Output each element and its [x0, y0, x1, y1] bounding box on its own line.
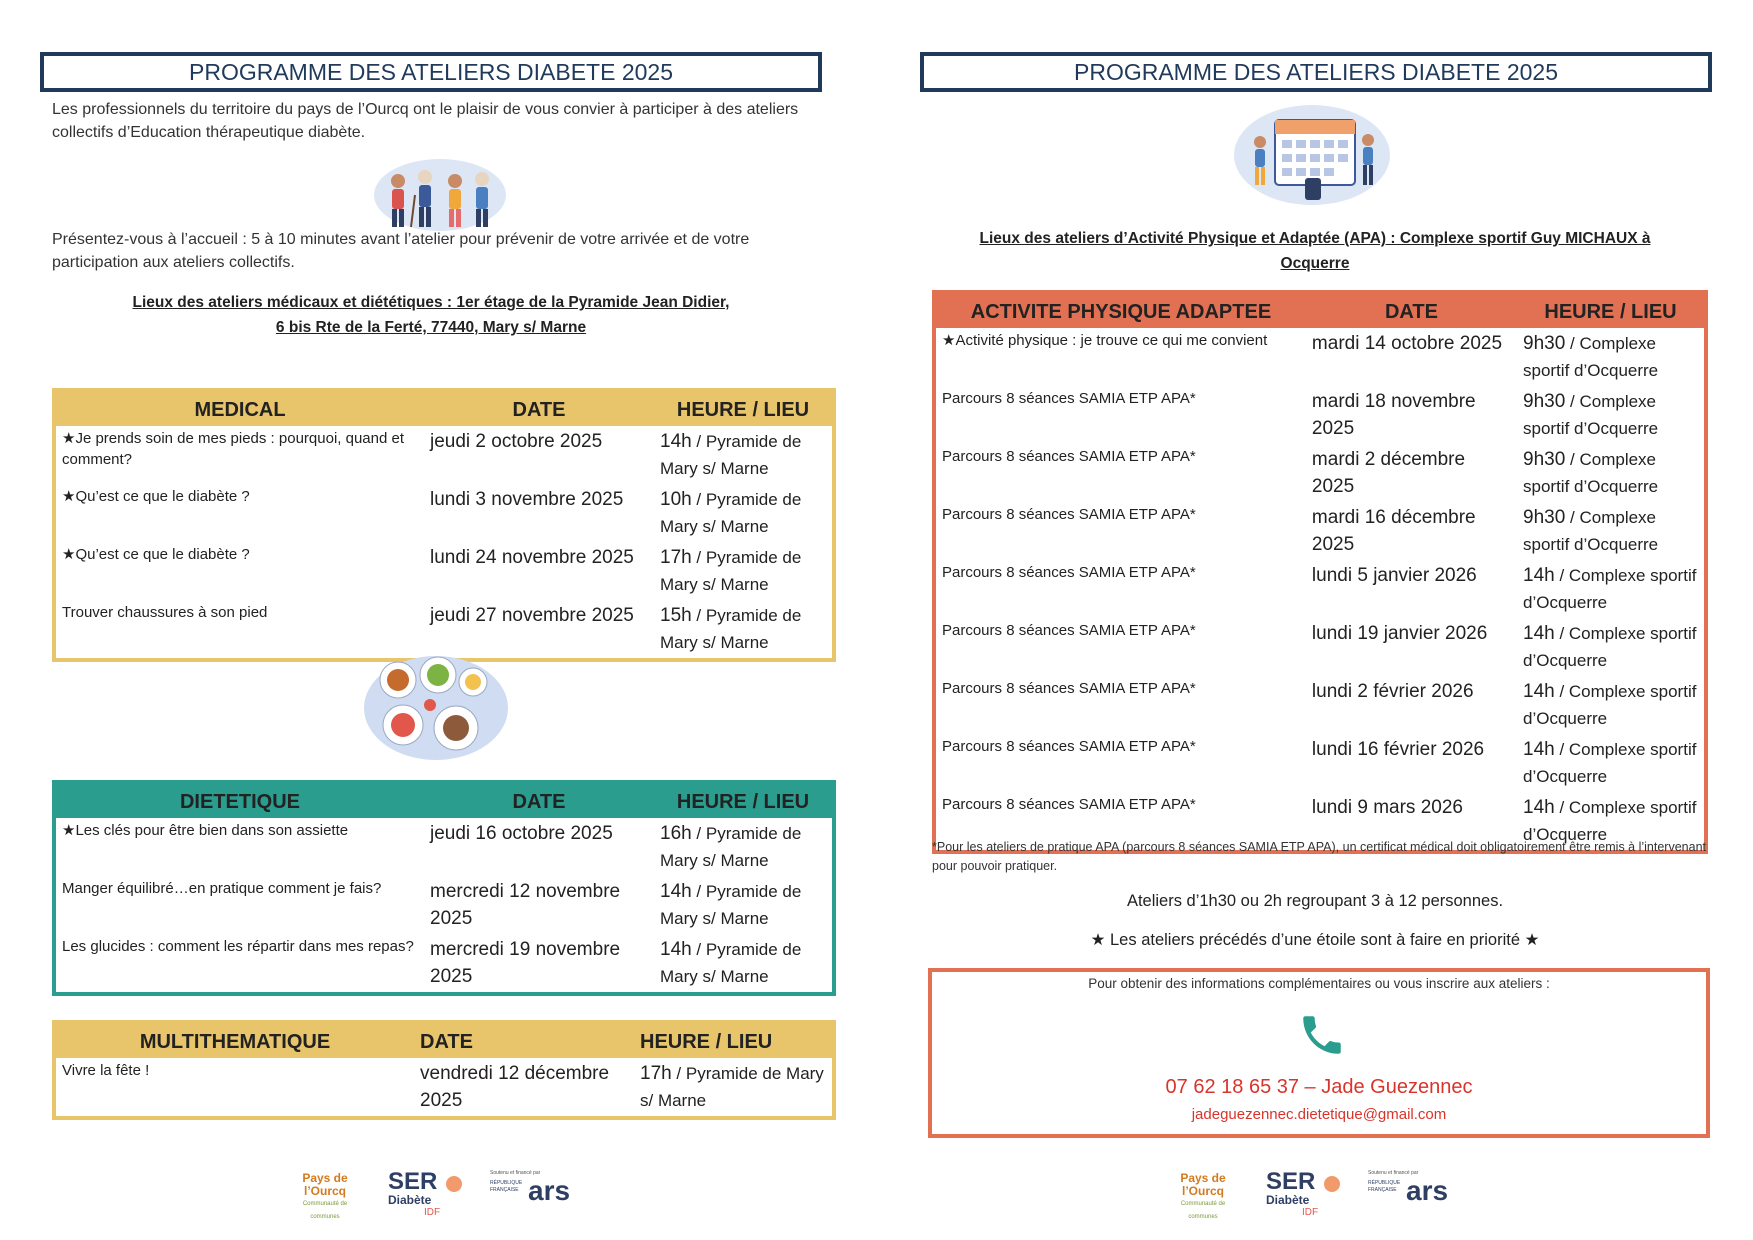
place-value: Pyramide de Mary s/ Marne — [660, 940, 802, 986]
pays-ourcq-logo — [1168, 1172, 1238, 1222]
time-value: 16h — [660, 823, 692, 844]
col-header-topic: ACTIVITE PHYSIQUE ADAPTEE — [934, 292, 1306, 328]
date-cell: mardi 14 octobre 2025 — [1311, 333, 1503, 354]
time-cell: 17h / Pyramide de Mary s/ Marne — [640, 1063, 824, 1110]
col-header-topic: MEDICAL — [54, 390, 424, 426]
time-cell: 9h30 / Complexe sportif d’Ocquerre — [1523, 333, 1659, 380]
partner-logos — [290, 1170, 650, 1225]
place-value: Pyramide de Mary s/ Marne — [660, 548, 802, 594]
partner-logos — [1168, 1170, 1528, 1225]
time-cell: 14h / Pyramide de Mary s/ Marne — [660, 939, 802, 986]
topic-cell: Parcours 8 séances SAMIA ETP APA* — [942, 390, 1196, 407]
date-cell: mercredi 12 novembre 2025 — [430, 881, 621, 929]
time-cell: 15h / Pyramide de Mary s/ Marne — [660, 605, 802, 652]
date-cell: lundi 5 janvier 2026 — [1311, 565, 1477, 586]
table-row — [934, 386, 1706, 444]
table-row — [934, 444, 1706, 502]
time-value: 14h — [1523, 739, 1555, 760]
col-header-topic: MULTITHEMATIQUE — [54, 1022, 414, 1058]
dietetique-table — [52, 780, 836, 996]
col-header-time: HEURE / LIEU — [1517, 292, 1706, 328]
topic-cell: ★Je prends soin de mes pieds : pourquoi, quand et comment? — [62, 430, 404, 468]
topic-cell: Parcours 8 séances SAMIA ETP APA* — [942, 738, 1196, 755]
pays-logo-sub: Communauté de communes — [302, 1201, 348, 1220]
time-value: 14h — [660, 939, 692, 960]
contact-box — [928, 968, 1710, 1138]
ser-logo-text: SER — [388, 1168, 438, 1195]
date-cell: mardi 16 décembre 2025 — [1311, 507, 1476, 555]
topic-cell: Parcours 8 séances SAMIA ETP APA* — [942, 506, 1196, 523]
col-header-time: HEURE / LIEU — [634, 1022, 834, 1058]
topic-cell: Parcours 8 séances SAMIA ETP APA* — [942, 796, 1196, 813]
col-header-date: DATE — [414, 1022, 634, 1058]
topic-cell: Manger équilibré…en pratique comment je fais? — [62, 880, 382, 897]
topic-cell: Parcours 8 séances SAMIA ETP APA* — [942, 448, 1196, 465]
date-cell: lundi 3 novembre 2025 — [430, 489, 624, 510]
group-info: Ateliers d’1h30 ou 2h regroupant 3 à 12 personnes. — [1126, 892, 1504, 910]
place-value: Complexe sportif d’Ocquerre — [1523, 624, 1697, 670]
ser-diabete-logo — [1266, 1170, 1346, 1220]
topic-cell: Trouver chaussures à son pied — [62, 604, 268, 621]
contact-email[interactable]: jadeguezennec.dietetique@gmail.com — [1191, 1106, 1447, 1123]
intro-text: Les professionnels du territoire du pays de l’Ourcq ont le plaisir de vous convier à participer à des ateliers collectifs d’Education thérapeutique diabète. — [52, 101, 799, 141]
date-cell: vendredi 12 décembre 2025 — [420, 1063, 610, 1111]
phone-icon — [1297, 1010, 1347, 1060]
table-row — [54, 426, 834, 484]
table-row — [934, 328, 1706, 386]
place-value: Complexe sportif d’Ocquerre — [1523, 450, 1659, 496]
date-cell: lundi 2 février 2026 — [1311, 681, 1474, 702]
date-cell: mardi 2 décembre 2025 — [1311, 449, 1466, 497]
table-row — [54, 818, 834, 876]
place-value: Pyramide de Mary s/ Marne — [660, 882, 802, 928]
time-cell: 14h / Complexe sportif d’Ocquerre — [1523, 623, 1697, 670]
priority-note: ★ Les ateliers précédés d’une étoile sont à faire en priorité ★ — [1090, 931, 1540, 949]
time-value: 14h — [660, 881, 692, 902]
left-page — [40, 0, 830, 1240]
ars-logo — [1368, 1170, 1458, 1220]
time-value: 9h30 — [1523, 449, 1566, 470]
date-cell: mercredi 19 novembre 2025 — [430, 939, 621, 987]
date-cell: jeudi 16 octobre 2025 — [430, 823, 613, 844]
time-cell: 14h / Complexe sportif d’Ocquerre — [1523, 797, 1697, 844]
right-page — [920, 0, 1715, 1240]
topic-cell: Vivre la fête ! — [62, 1062, 150, 1079]
ser-logo-idf: IDF — [1302, 1207, 1319, 1218]
ser-logo-sub: Diabète — [388, 1193, 432, 1207]
place-value: Complexe sportif d’Ocquerre — [1523, 682, 1697, 728]
pays-ourcq-logo — [290, 1172, 360, 1222]
time-value: 17h — [640, 1063, 672, 1084]
ars-text: ars — [528, 1175, 571, 1206]
arrival-text: Présentez-vous à l’accueil : 5 à 10 minutes avant l’atelier pour prévenir de votre arrivée et de votre participation aux ateliers collectifs. — [52, 231, 750, 271]
table-row — [54, 484, 834, 542]
time-value: 10h — [660, 489, 692, 510]
topic-cell: ★Qu’est ce que le diabète ? — [62, 488, 250, 505]
ser-logo-sub: Diabète — [1266, 1193, 1310, 1207]
time-value: 17h — [660, 547, 692, 568]
sport-calendar-illustration — [1230, 100, 1395, 210]
republique-text: RÉPUBLIQUE FRANÇAISE — [1368, 1180, 1401, 1193]
topic-cell: Les glucides : comment les répartir dans mes repas? — [62, 938, 414, 955]
place-value: Pyramide de Mary s/ Marne — [660, 606, 802, 652]
table-row — [934, 560, 1706, 618]
table-row — [934, 502, 1706, 560]
table-row — [54, 934, 834, 994]
table-row — [54, 1058, 834, 1118]
place-value: Complexe sportif d’Ocquerre — [1523, 392, 1659, 438]
date-cell: lundi 9 mars 2026 — [1311, 797, 1463, 818]
place-value: Complexe sportif d’Ocquerre — [1523, 334, 1659, 380]
time-value: 14h — [1523, 797, 1555, 818]
time-cell: 17h / Pyramide de Mary s/ Marne — [660, 547, 802, 594]
location-line-1: Lieux des ateliers médicaux et diététiques : 1er étage de la Pyramide Jean Didier, — [132, 294, 730, 311]
pays-logo-text: Pays de l’Ourcq — [1180, 1171, 1226, 1198]
table-row — [934, 734, 1706, 792]
medical-table — [52, 388, 836, 662]
time-cell: 14h / Pyramide de Mary s/ Marne — [660, 881, 802, 928]
ars-logo — [490, 1170, 580, 1220]
date-cell: mardi 18 novembre 2025 — [1311, 391, 1476, 439]
date-cell: lundi 19 janvier 2026 — [1311, 623, 1488, 644]
location-line-1: Lieux des ateliers d’Activité Physique et Adaptée (APA) : Complexe sportif Guy MICHAUX à — [979, 230, 1651, 247]
time-value: 9h30 — [1523, 507, 1566, 528]
date-cell: lundi 16 février 2026 — [1311, 739, 1485, 760]
topic-cell: ★Qu’est ce que le diabète ? — [62, 546, 250, 563]
time-value: 9h30 — [1523, 391, 1566, 412]
time-cell: 9h30 / Complexe sportif d’Ocquerre — [1523, 507, 1659, 554]
table-row — [934, 618, 1706, 676]
date-cell: lundi 24 novembre 2025 — [430, 547, 634, 568]
time-cell: 16h / Pyramide de Mary s/ Marne — [660, 823, 802, 870]
col-header-time: HEURE / LIEU — [654, 782, 834, 818]
topic-cell: Parcours 8 séances SAMIA ETP APA* — [942, 622, 1196, 639]
place-value: Complexe sportif d’Ocquerre — [1523, 566, 1697, 612]
topic-cell: Parcours 8 séances SAMIA ETP APA* — [942, 564, 1196, 581]
food-plates-illustration — [358, 650, 513, 765]
ser-logo-idf: IDF — [424, 1207, 441, 1218]
apa-table — [932, 290, 1708, 854]
date-cell: jeudi 27 novembre 2025 — [430, 605, 634, 626]
time-cell: 9h30 / Complexe sportif d’Ocquerre — [1523, 449, 1659, 496]
place-value: Pyramide de Mary s/ Marne — [660, 824, 802, 870]
location-line-2: 6 bis Rte de la Ferté, 77440, Mary s/ Marne — [275, 319, 587, 336]
col-header-topic: DIETETIQUE — [54, 782, 424, 818]
time-cell: 14h / Complexe sportif d’Ocquerre — [1523, 739, 1697, 786]
place-value: Pyramide de Mary s/ Marne — [640, 1064, 824, 1110]
topic-cell: ★Activité physique : je trouve ce qui me convient — [942, 332, 1268, 349]
time-value: 14h — [1523, 565, 1555, 586]
place-value: Complexe sportif d’Ocquerre — [1523, 508, 1659, 554]
time-value: 15h — [660, 605, 692, 626]
topic-cell: Parcours 8 séances SAMIA ETP APA* — [942, 680, 1196, 697]
table-row — [934, 676, 1706, 734]
table-row — [54, 876, 834, 934]
place-value: Complexe sportif d’Ocquerre — [1523, 798, 1697, 844]
ars-note: Soutenu et financé par — [1368, 1170, 1419, 1176]
date-cell: jeudi 2 octobre 2025 — [430, 431, 603, 452]
pays-logo-text: Pays de l’Ourcq — [302, 1171, 348, 1198]
page-title: PROGRAMME DES ATELIERS DIABETE 2025 — [40, 52, 822, 92]
ars-text: ars — [1406, 1175, 1449, 1206]
page-title: PROGRAMME DES ATELIERS DIABETE 2025 — [920, 52, 1712, 92]
place-value: Pyramide de Mary s/ Marne — [660, 490, 802, 536]
ser-logo-text: SER — [1266, 1168, 1316, 1195]
ars-note: Soutenu et financé par — [490, 1170, 541, 1176]
ser-diabete-logo — [388, 1170, 468, 1220]
col-header-date: DATE — [1306, 292, 1517, 328]
time-value: 14h — [1523, 623, 1555, 644]
apa-footnote: *Pour les ateliers de pratique APA (parcours 8 séances SAMIA ETP APA), un certificat médical doit obligatoirement être remis à l’intervenant pour pouvoir pratiquer. — [932, 840, 1706, 873]
topic-cell: ★Les clés pour être bien dans son assiette — [62, 822, 349, 839]
time-value: 9h30 — [1523, 333, 1566, 354]
contact-phone[interactable]: 07 62 18 65 37 – Jade Guezennec — [1165, 1076, 1473, 1098]
location-line-2: Ocquerre — [1280, 255, 1350, 272]
republique-text: RÉPUBLIQUE FRANÇAISE — [490, 1180, 523, 1193]
col-header-date: DATE — [424, 782, 654, 818]
time-cell: 9h30 / Complexe sportif d’Ocquerre — [1523, 391, 1659, 438]
time-cell: 10h / Pyramide de Mary s/ Marne — [660, 489, 802, 536]
place-value: Pyramide de Mary s/ Marne — [660, 432, 802, 478]
time-value: 14h — [1523, 681, 1555, 702]
time-cell: 14h / Complexe sportif d’Ocquerre — [1523, 565, 1697, 612]
col-header-date: DATE — [424, 390, 654, 426]
time-value: 14h — [660, 431, 692, 452]
ser-logo-dot — [446, 1176, 462, 1192]
time-cell: 14h / Pyramide de Mary s/ Marne — [660, 431, 802, 478]
col-header-time: HEURE / LIEU — [654, 390, 834, 426]
ser-logo-dot — [1324, 1176, 1340, 1192]
table-row — [54, 542, 834, 600]
place-value: Complexe sportif d’Ocquerre — [1523, 740, 1697, 786]
pays-logo-sub: Communauté de communes — [1180, 1201, 1226, 1220]
seniors-dancing-illustration — [370, 155, 510, 235]
time-cell: 14h / Complexe sportif d’Ocquerre — [1523, 681, 1697, 728]
contact-intro: Pour obtenir des informations complémentaires ou vous inscrire aux ateliers : — [1088, 976, 1550, 991]
multithematique-table — [52, 1020, 836, 1120]
